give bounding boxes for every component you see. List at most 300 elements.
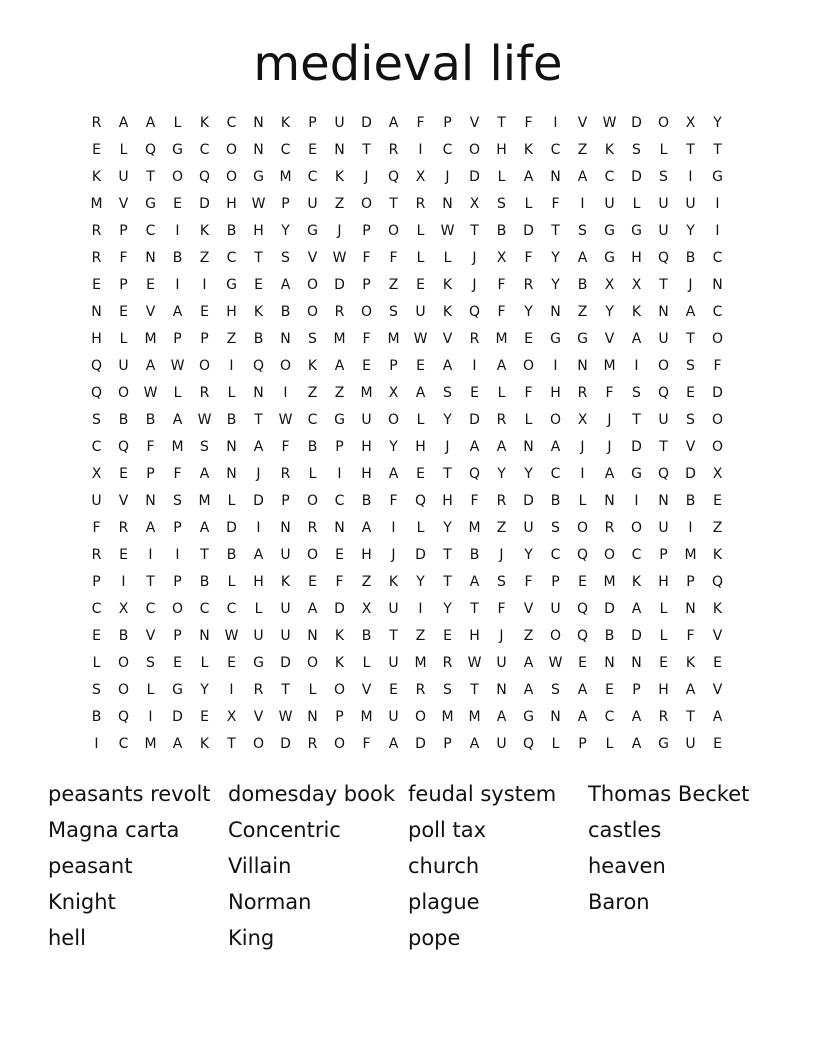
grid-letter: E	[713, 736, 722, 752]
grid-letter: I	[688, 169, 693, 185]
grid-letter: Y	[713, 115, 722, 131]
grid-letter: S	[578, 223, 587, 239]
grid-letter: L	[146, 682, 155, 698]
grid-letter: O	[603, 547, 616, 563]
grid-letter: D	[334, 601, 345, 617]
grid-letter: V	[361, 682, 372, 698]
grid-letter: O	[225, 142, 238, 158]
grid-letter: L	[524, 196, 533, 212]
grid-letter: L	[308, 466, 317, 482]
grid-letter: O	[225, 169, 238, 185]
grid-letter: I	[256, 520, 261, 536]
grid-letter: I	[202, 277, 207, 293]
grid-letter: X	[91, 466, 102, 482]
grid-letter: A	[631, 601, 642, 617]
grid-letter: E	[416, 358, 425, 374]
grid-letter: I	[580, 196, 585, 212]
grid-letter: R	[334, 304, 345, 320]
grid-letter: R	[199, 385, 210, 401]
grid-letter: N	[550, 169, 561, 185]
grid-letter: R	[307, 520, 318, 536]
grid-letter: N	[253, 115, 264, 131]
grid-letter: K	[280, 115, 291, 131]
grid-letter: O	[171, 601, 184, 617]
grid-letter: U	[415, 304, 426, 320]
grid-letter: B	[469, 547, 480, 563]
grid-letter: P	[92, 574, 101, 590]
grid-letter: L	[416, 223, 425, 239]
grid-letter: C	[91, 439, 102, 455]
grid-letter: K	[199, 115, 210, 131]
grid-letter: N	[685, 601, 696, 617]
grid-letter: W	[602, 115, 617, 131]
word-list-item: pope	[408, 926, 461, 950]
grid-letter: D	[469, 169, 480, 185]
grid-letter: O	[576, 520, 589, 536]
grid-letter: N	[253, 385, 264, 401]
grid-letter: F	[497, 304, 506, 320]
grid-letter: R	[388, 142, 399, 158]
grid-letter: K	[280, 574, 291, 590]
grid-letter: C	[307, 412, 318, 428]
grid-letter: U	[658, 412, 669, 428]
grid-letter: A	[253, 439, 264, 455]
grid-letter: U	[658, 331, 669, 347]
grid-letter: N	[712, 277, 723, 293]
grid-letter: A	[523, 682, 534, 698]
grid-letter: S	[659, 169, 668, 185]
grid-letter: P	[362, 277, 371, 293]
grid-letter: M	[144, 736, 157, 752]
grid-letter: E	[92, 277, 101, 293]
grid-letter: U	[307, 196, 318, 212]
word-list-item: peasants revolt	[48, 782, 211, 806]
grid-letter: E	[524, 331, 533, 347]
grid-letter: E	[389, 682, 398, 698]
grid-letter: M	[171, 439, 184, 455]
grid-letter: Y	[524, 547, 533, 563]
grid-letter: P	[173, 628, 182, 644]
grid-letter: O	[387, 412, 400, 428]
grid-letter: A	[199, 520, 210, 536]
grid-letter: I	[229, 682, 234, 698]
word-list-item: Norman	[228, 890, 312, 914]
grid-letter: N	[280, 331, 291, 347]
grid-letter: A	[577, 250, 588, 266]
grid-letter: L	[227, 574, 236, 590]
grid-letter: B	[361, 628, 372, 644]
grid-letter: O	[306, 547, 319, 563]
grid-letter: R	[91, 115, 102, 131]
grid-letter: J	[580, 439, 585, 455]
grid-letter: O	[171, 169, 184, 185]
grid-letter: M	[468, 709, 481, 725]
grid-letter: I	[472, 358, 477, 374]
grid-letter: F	[416, 115, 425, 131]
grid-letter: R	[91, 547, 102, 563]
grid-letter: I	[148, 709, 153, 725]
grid-letter: W	[467, 655, 482, 671]
grid-letter: L	[200, 655, 209, 671]
grid-letter: B	[685, 250, 696, 266]
grid-letter: I	[715, 223, 720, 239]
grid-letter: A	[685, 304, 696, 320]
grid-letter: M	[414, 655, 427, 671]
grid-letter: D	[631, 169, 642, 185]
grid-letter: T	[146, 169, 155, 185]
grid-letter: P	[443, 115, 452, 131]
grid-letter: I	[175, 223, 180, 239]
grid-letter: E	[470, 385, 479, 401]
grid-letter: R	[658, 709, 669, 725]
grid-letter: U	[253, 628, 264, 644]
grid-letter: E	[227, 655, 236, 671]
grid-letter: V	[442, 331, 453, 347]
grid-letter: D	[280, 736, 291, 752]
grid-letter: Q	[711, 574, 724, 590]
grid-letter: O	[657, 115, 670, 131]
grid-letter: E	[416, 277, 425, 293]
word-list-item: castles	[588, 818, 662, 842]
grid-letter: O	[333, 682, 346, 698]
grid-letter: Q	[576, 601, 589, 617]
grid-letter: I	[175, 277, 180, 293]
grid-letter: C	[631, 547, 642, 563]
grid-letter: Q	[252, 358, 265, 374]
grid-letter: B	[604, 628, 615, 644]
grid-letter: O	[306, 304, 319, 320]
grid-letter: I	[121, 574, 126, 590]
grid-letter: C	[226, 115, 237, 131]
grid-letter: I	[94, 736, 99, 752]
grid-letter: D	[253, 493, 264, 509]
grid-letter: N	[658, 304, 669, 320]
grid-letter: T	[470, 601, 479, 617]
grid-letter: E	[686, 385, 695, 401]
grid-letter: N	[145, 493, 156, 509]
grid-letter: A	[145, 115, 156, 131]
grid-letter: T	[686, 142, 695, 158]
grid-letter: Y	[443, 412, 452, 428]
grid-letter: K	[334, 628, 345, 644]
grid-letter: U	[496, 655, 507, 671]
grid-letter: X	[226, 709, 237, 725]
grid-letter: E	[200, 709, 209, 725]
grid-letter: D	[226, 520, 237, 536]
grid-letter: Q	[414, 493, 427, 509]
grid-letter: S	[308, 331, 317, 347]
grid-letter: O	[306, 655, 319, 671]
grid-letter: E	[443, 628, 452, 644]
grid-letter: K	[253, 304, 264, 320]
grid-letter: T	[254, 250, 263, 266]
grid-letter: L	[227, 385, 236, 401]
word-list-item: Villain	[228, 854, 292, 878]
grid-letter: I	[634, 358, 639, 374]
grid-letter: C	[334, 493, 345, 509]
grid-letter: D	[523, 493, 534, 509]
grid-letter: P	[119, 277, 128, 293]
grid-letter: O	[306, 493, 319, 509]
grid-letter: L	[659, 142, 668, 158]
grid-letter: E	[92, 142, 101, 158]
grid-letter: L	[443, 250, 452, 266]
grid-letter: M	[90, 196, 103, 212]
grid-letter: D	[604, 601, 615, 617]
grid-letter: E	[605, 682, 614, 698]
grid-letter: C	[550, 547, 561, 563]
grid-letter: O	[252, 736, 265, 752]
grid-letter: U	[280, 628, 291, 644]
grid-letter: H	[550, 385, 561, 401]
grid-letter: T	[713, 142, 722, 158]
grid-letter: O	[360, 196, 373, 212]
grid-letter: Q	[117, 439, 130, 455]
grid-letter: W	[251, 196, 266, 212]
grid-letter: G	[577, 331, 588, 347]
grid-letter: P	[362, 223, 371, 239]
grid-letter: S	[632, 142, 641, 158]
grid-letter: T	[659, 277, 668, 293]
grid-letter: D	[685, 466, 696, 482]
grid-letter: Y	[686, 223, 695, 239]
grid-letter: Q	[90, 358, 103, 374]
grid-letter: J	[688, 277, 693, 293]
grid-letter: Q	[576, 628, 589, 644]
grid-letter: P	[632, 682, 641, 698]
grid-letter: G	[253, 169, 264, 185]
grid-letter: N	[145, 250, 156, 266]
grid-letter: E	[92, 628, 101, 644]
grid-letter: C	[199, 601, 210, 617]
word-list-item: peasant	[48, 854, 133, 878]
letter-grid	[83, 110, 731, 758]
word-list-item: Concentric	[228, 818, 341, 842]
grid-letter: N	[550, 304, 561, 320]
grid-letter: P	[659, 547, 668, 563]
grid-letter: V	[712, 628, 723, 644]
word-list-item: poll tax	[408, 818, 487, 842]
grid-letter: E	[173, 655, 182, 671]
grid-letter: L	[497, 169, 506, 185]
grid-letter: N	[496, 682, 507, 698]
grid-letter: F	[524, 574, 533, 590]
grid-letter: A	[469, 439, 480, 455]
grid-letter: J	[391, 547, 396, 563]
grid-letter: W	[197, 412, 212, 428]
grid-letter: R	[577, 385, 588, 401]
grid-letter: A	[550, 439, 561, 455]
grid-letter: N	[577, 358, 588, 374]
grid-letter: P	[146, 466, 155, 482]
grid-letter: G	[550, 331, 561, 347]
grid-letter: S	[389, 304, 398, 320]
grid-letter: H	[415, 439, 426, 455]
grid-letter: X	[415, 169, 426, 185]
grid-letter: P	[308, 115, 317, 131]
grid-letter: L	[308, 682, 317, 698]
word-list-item: church	[408, 854, 480, 878]
grid-letter: S	[551, 682, 560, 698]
grid-letter: E	[254, 277, 263, 293]
grid-letter: C	[91, 601, 102, 617]
grid-letter: T	[227, 736, 236, 752]
grid-letter: B	[118, 628, 129, 644]
grid-letter: N	[442, 196, 453, 212]
grid-letter: O	[414, 709, 427, 725]
grid-letter: D	[280, 655, 291, 671]
grid-letter: Z	[388, 277, 399, 293]
grid-letter: N	[550, 709, 561, 725]
grid-letter: S	[146, 655, 155, 671]
grid-letter: H	[631, 250, 642, 266]
grid-letter: L	[659, 628, 668, 644]
grid-letter: H	[361, 439, 372, 455]
grid-letter: L	[227, 493, 236, 509]
grid-letter: L	[416, 250, 425, 266]
grid-letter: P	[335, 709, 344, 725]
grid-letter: G	[712, 169, 723, 185]
grid-letter: O	[306, 277, 319, 293]
grid-letter: Y	[497, 466, 506, 482]
grid-letter: Z	[523, 628, 534, 644]
grid-letter: I	[580, 466, 585, 482]
grid-letter: E	[119, 466, 128, 482]
grid-letter: Q	[387, 169, 400, 185]
grid-letter: P	[173, 520, 182, 536]
grid-letter: Y	[443, 601, 452, 617]
grid-letter: U	[685, 196, 696, 212]
grid-letter: P	[200, 331, 209, 347]
grid-letter: U	[685, 736, 696, 752]
grid-letter: O	[117, 385, 130, 401]
word-list-item: domesday book	[228, 782, 395, 806]
grid-letter: M	[387, 331, 400, 347]
grid-letter: K	[631, 574, 642, 590]
grid-letter: B	[496, 223, 507, 239]
grid-letter: X	[469, 196, 480, 212]
grid-letter: O	[333, 736, 346, 752]
grid-letter: A	[172, 304, 183, 320]
grid-letter: T	[470, 682, 479, 698]
grid-letter: N	[307, 709, 318, 725]
grid-letter: F	[470, 493, 479, 509]
grid-letter: E	[578, 655, 587, 671]
grid-letter: E	[416, 466, 425, 482]
grid-letter: T	[470, 223, 479, 239]
grid-letter: N	[91, 304, 102, 320]
grid-letter: N	[523, 439, 534, 455]
grid-letter: B	[118, 412, 129, 428]
grid-letter: H	[442, 493, 453, 509]
grid-letter: J	[445, 169, 450, 185]
grid-letter: T	[389, 628, 398, 644]
grid-letter: E	[308, 574, 317, 590]
grid-letter: F	[92, 520, 101, 536]
grid-letter: D	[415, 547, 426, 563]
grid-letter: U	[388, 709, 399, 725]
grid-letter: N	[280, 520, 291, 536]
grid-letter: X	[631, 277, 642, 293]
grid-letter: Z	[361, 574, 372, 590]
grid-letter: X	[361, 601, 372, 617]
grid-letter: C	[145, 223, 156, 239]
grid-letter: U	[91, 493, 102, 509]
grid-letter: I	[715, 196, 720, 212]
grid-letter: F	[281, 439, 290, 455]
grid-letter: J	[472, 250, 477, 266]
grid-letter: V	[685, 439, 696, 455]
grid-letter: U	[604, 196, 615, 212]
grid-letter: G	[523, 709, 534, 725]
grid-letter: K	[334, 655, 345, 671]
grid-letter: Q	[657, 385, 670, 401]
grid-letter: R	[523, 277, 534, 293]
grid-letter: F	[497, 277, 506, 293]
grid-letter: E	[200, 304, 209, 320]
grid-letter: W	[224, 628, 239, 644]
grid-letter: D	[469, 412, 480, 428]
grid-letter: Q	[468, 304, 481, 320]
grid-letter: K	[388, 574, 399, 590]
grid-letter: M	[360, 385, 373, 401]
grid-letter: L	[659, 601, 668, 617]
grid-letter: F	[524, 250, 533, 266]
grid-letter: C	[307, 169, 318, 185]
grid-letter: U	[550, 601, 561, 617]
grid-letter: Y	[524, 304, 533, 320]
grid-letter: F	[173, 466, 182, 482]
grid-letter: C	[550, 466, 561, 482]
grid-letter: A	[469, 736, 480, 752]
grid-letter: P	[119, 223, 128, 239]
grid-letter: Q	[522, 736, 535, 752]
word-list-item: King	[228, 926, 275, 950]
grid-letter: J	[607, 412, 612, 428]
grid-letter: L	[119, 142, 128, 158]
grid-letter: F	[524, 115, 533, 131]
grid-letter: K	[442, 277, 453, 293]
grid-letter: C	[226, 250, 237, 266]
grid-letter: S	[686, 412, 695, 428]
grid-letter: U	[496, 736, 507, 752]
grid-letter: H	[658, 574, 669, 590]
grid-letter: S	[200, 439, 209, 455]
grid-letter: R	[415, 196, 426, 212]
grid-letter: O	[549, 628, 562, 644]
grid-letter: A	[577, 169, 588, 185]
grid-letter: T	[146, 574, 155, 590]
grid-letter: L	[119, 331, 128, 347]
grid-letter: A	[469, 574, 480, 590]
grid-letter: Z	[334, 196, 345, 212]
grid-letter: J	[337, 223, 342, 239]
grid-letter: N	[226, 466, 237, 482]
grid-letter: E	[578, 574, 587, 590]
grid-letter: I	[283, 385, 288, 401]
grid-letter: P	[173, 331, 182, 347]
grid-letter: R	[415, 682, 426, 698]
grid-letter: H	[658, 682, 669, 698]
grid-letter: H	[91, 331, 102, 347]
grid-letter: C	[604, 169, 615, 185]
grid-letter: E	[335, 547, 344, 563]
grid-letter: J	[364, 169, 369, 185]
grid-letter: A	[388, 466, 399, 482]
grid-letter: B	[172, 250, 183, 266]
grid-letter: L	[254, 601, 263, 617]
grid-letter: Z	[577, 142, 588, 158]
